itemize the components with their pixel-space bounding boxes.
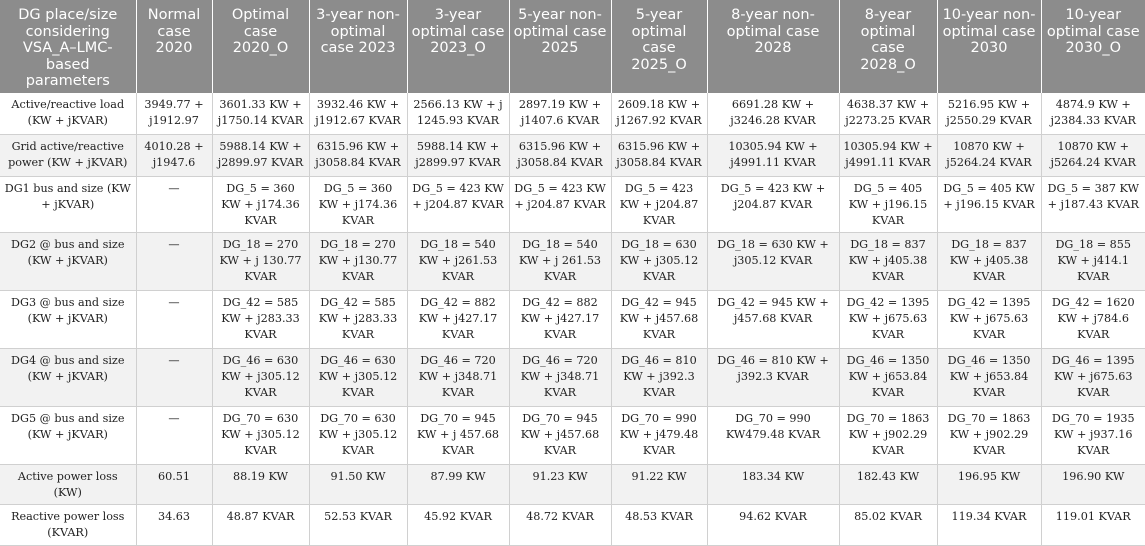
table-cell: DG_70 = 1863 KW + j902.29 KVAR bbox=[937, 407, 1041, 465]
table-cell: 85.02 KVAR bbox=[839, 505, 937, 546]
table-cell: DG_46 = 1395 KW + j675.63 KVAR bbox=[1041, 349, 1145, 407]
row-label: DG2 @ bus and size (KW + jKVAR) bbox=[0, 233, 136, 291]
table-row bbox=[0, 407, 1145, 465]
table-row bbox=[0, 291, 1145, 349]
table-row bbox=[0, 505, 1145, 546]
table-cell: 6315.96 KW + j3058.84 KVAR bbox=[509, 135, 611, 177]
header-cell: 8-year optimal case 2028_O bbox=[839, 0, 937, 93]
table-cell: 6315.96 KW + j3058.84 KVAR bbox=[611, 135, 707, 177]
table-cell: DG_42 = 1395 KW + j675.63 KVAR bbox=[839, 291, 937, 349]
header-cell: 8-year non-optimal case 2028 bbox=[707, 0, 839, 93]
header-row bbox=[0, 0, 1145, 93]
table-cell: 2609.18 KW + j1267.92 KVAR bbox=[611, 93, 707, 135]
table-cell: DG_18 = 855 KW + j414.1 KVAR bbox=[1041, 233, 1145, 291]
table-cell: 4874.9 KW + j2384.33 KVAR bbox=[1041, 93, 1145, 135]
table-cell: DG_5 = 423 KW + j204.87 KVAR bbox=[407, 177, 509, 233]
table-cell: DG_18 = 270 KW + j 130.77 KVAR bbox=[212, 233, 309, 291]
table-cell: DG_5 = 405 KW + j196.15 KVAR bbox=[937, 177, 1041, 233]
table-cell: 183.34 KW bbox=[707, 465, 839, 505]
table-cell: 91.22 KW bbox=[611, 465, 707, 505]
header-cell: 3-year optimal case 2023_O bbox=[407, 0, 509, 93]
table-cell: 119.34 KVAR bbox=[937, 505, 1041, 546]
row-label: Reactive power loss (KVAR) bbox=[0, 505, 136, 546]
table-cell: 3932.46 KW + j1912.67 KVAR bbox=[309, 93, 407, 135]
table-cell: DG_18 = 540 KW + j 261.53 KVAR bbox=[509, 233, 611, 291]
table-cell: DG_70 = 630 KW + j305.12 KVAR bbox=[309, 407, 407, 465]
table-cell: 10305.94 KW + j4991.11 KVAR bbox=[839, 135, 937, 177]
table-cell: DG_46 = 720 KW + j348.71 KVAR bbox=[407, 349, 509, 407]
table-cell: 48.87 KVAR bbox=[212, 505, 309, 546]
table-cell: 3949.77 + j1912.97 bbox=[136, 93, 212, 135]
table-cell: DG_46 = 630 KW + j305.12 KVAR bbox=[309, 349, 407, 407]
header-cell: 3-year non-optimal case 2023 bbox=[309, 0, 407, 93]
row-label: DG3 @ bus and size (KW + jKVAR) bbox=[0, 291, 136, 349]
table-cell: 2897.19 KW + j1407.6 KVAR bbox=[509, 93, 611, 135]
table-cell: DG_42 = 882 KW + j427.17 KVAR bbox=[407, 291, 509, 349]
header-cell: Optimal case 2020_O bbox=[212, 0, 309, 93]
table-cell: — bbox=[136, 291, 212, 349]
table-cell: DG_18 = 270 KW + j130.77 KVAR bbox=[309, 233, 407, 291]
table-cell: 196.95 KW bbox=[937, 465, 1041, 505]
table-cell: DG_46 = 810 KW + j392.3 KVAR bbox=[707, 349, 839, 407]
table-cell: 5988.14 KW + j2899.97 KVAR bbox=[212, 135, 309, 177]
table-cell: DG_46 = 810 KW + j392.3 KVAR bbox=[611, 349, 707, 407]
row-label: DG1 bus and size (KW + jKVAR) bbox=[0, 177, 136, 233]
table-row bbox=[0, 233, 1145, 291]
table-cell: 91.23 KW bbox=[509, 465, 611, 505]
table-cell: 10305.94 KW + j4991.11 KVAR bbox=[707, 135, 839, 177]
row-label: Active/reactive load (KW + jKVAR) bbox=[0, 93, 136, 135]
table-cell: 48.72 KVAR bbox=[509, 505, 611, 546]
table-cell: DG_5 = 360 KW + j174.36 KVAR bbox=[309, 177, 407, 233]
table-cell: DG_46 = 720 KW + j348.71 KVAR bbox=[509, 349, 611, 407]
table-cell: DG_70 = 945 KW + j 457.68 KVAR bbox=[407, 407, 509, 465]
header-cell: 5-year non-optimal case 2025 bbox=[509, 0, 611, 93]
table-cell: 94.62 KVAR bbox=[707, 505, 839, 546]
table-cell: DG_42 = 945 KW + j457.68 KVAR bbox=[707, 291, 839, 349]
table-cell: 196.90 KW bbox=[1041, 465, 1145, 505]
table-cell: 88.19 KW bbox=[212, 465, 309, 505]
table-cell: DG_42 = 882 KW + j427.17 KVAR bbox=[509, 291, 611, 349]
row-label: Active power loss (KW) bbox=[0, 465, 136, 505]
table-cell: DG_70 = 945 KW + j457.68 KVAR bbox=[509, 407, 611, 465]
row-label: Grid active/reactive power (KW + jKVAR) bbox=[0, 135, 136, 177]
table-cell: 182.43 KW bbox=[839, 465, 937, 505]
table-cell: 60.51 bbox=[136, 465, 212, 505]
table-cell: DG_42 = 585 KW + j283.33 KVAR bbox=[309, 291, 407, 349]
header-cell: 5-year optimal case 2025_O bbox=[611, 0, 707, 93]
table-cell: 2566.13 KW + j 1245.93 KVAR bbox=[407, 93, 509, 135]
table-cell: DG_18 = 837 KW + j405.38 KVAR bbox=[839, 233, 937, 291]
table-cell: DG_5 = 360 KW + j174.36 KVAR bbox=[212, 177, 309, 233]
table-cell: 5988.14 KW + j2899.97 KVAR bbox=[407, 135, 509, 177]
header-cell: DG place/size considering VSA_A–LMC-based parameters bbox=[0, 0, 136, 93]
table-cell: DG_5 = 423 KW + j204.87 KVAR bbox=[611, 177, 707, 233]
row-label: DG5 @ bus and size (KW + jKVAR) bbox=[0, 407, 136, 465]
table-header bbox=[0, 0, 1145, 93]
table-cell: DG_70 = 1935 KW + j937.16 KVAR bbox=[1041, 407, 1145, 465]
table-cell: 87.99 KW bbox=[407, 465, 509, 505]
table-cell: 5216.95 KW + j2550.29 KVAR bbox=[937, 93, 1041, 135]
table-cell: — bbox=[136, 349, 212, 407]
header-cell: Normal case 2020 bbox=[136, 0, 212, 93]
table-row bbox=[0, 135, 1145, 177]
table-row bbox=[0, 349, 1145, 407]
table-cell: 48.53 KVAR bbox=[611, 505, 707, 546]
table-cell: — bbox=[136, 177, 212, 233]
table-cell: DG_70 = 990 KW479.48 KVAR bbox=[707, 407, 839, 465]
table-cell: DG_5 = 423 KW + j204.87 KVAR bbox=[707, 177, 839, 233]
table-cell: DG_5 = 387 KW + j187.43 KVAR bbox=[1041, 177, 1145, 233]
table-cell: DG_70 = 1863 KW + j902.29 KVAR bbox=[839, 407, 937, 465]
table-cell: DG_5 = 423 KW + j204.87 KVAR bbox=[509, 177, 611, 233]
table-cell: 6315.96 KW + j3058.84 KVAR bbox=[309, 135, 407, 177]
row-label: DG4 @ bus and size (KW + jKVAR) bbox=[0, 349, 136, 407]
table-cell: DG_42 = 1395 KW + j675.63 KVAR bbox=[937, 291, 1041, 349]
table-cell: 52.53 KVAR bbox=[309, 505, 407, 546]
table-cell: 45.92 KVAR bbox=[407, 505, 509, 546]
table-cell: 4010.28 + j1947.6 bbox=[136, 135, 212, 177]
table-cell: DG_70 = 630 KW + j305.12 KVAR bbox=[212, 407, 309, 465]
table-row bbox=[0, 465, 1145, 505]
table-row bbox=[0, 93, 1145, 135]
table-cell: — bbox=[136, 233, 212, 291]
table-cell: DG_18 = 837 KW + j405.38 KVAR bbox=[937, 233, 1041, 291]
table-cell: 4638.37 KW + j2273.25 KVAR bbox=[839, 93, 937, 135]
table-cell: DG_42 = 585 KW + j283.33 KVAR bbox=[212, 291, 309, 349]
table-cell: 10870 KW + j5264.24 KVAR bbox=[1041, 135, 1145, 177]
table-cell: DG_18 = 630 KW + j305.12 KVAR bbox=[611, 233, 707, 291]
table-cell: DG_42 = 1620 KW + j784.6 KVAR bbox=[1041, 291, 1145, 349]
table-cell: DG_46 = 1350 KW + j653.84 KVAR bbox=[839, 349, 937, 407]
table-cell: 91.50 KW bbox=[309, 465, 407, 505]
table-cell: DG_46 = 1350 KW + j653.84 KVAR bbox=[937, 349, 1041, 407]
table-cell: DG_18 = 540 KW + j261.53 KVAR bbox=[407, 233, 509, 291]
header-cell: 10-year non-optimal case 2030 bbox=[937, 0, 1041, 93]
table-cell: DG_42 = 945 KW + j457.68 KVAR bbox=[611, 291, 707, 349]
table-cell: 10870 KW + j5264.24 KVAR bbox=[937, 135, 1041, 177]
table-cell: DG_70 = 990 KW + j479.48 KVAR bbox=[611, 407, 707, 465]
table-row bbox=[0, 177, 1145, 233]
table-cell: 6691.28 KW + j3246.28 KVAR bbox=[707, 93, 839, 135]
header-cell: 10-year optimal case 2030_O bbox=[1041, 0, 1145, 93]
table-cell: 3601.33 KW + j1750.14 KVAR bbox=[212, 93, 309, 135]
table-cell: — bbox=[136, 407, 212, 465]
table-cell: DG_5 = 405 KW + j196.15 KVAR bbox=[839, 177, 937, 233]
table-cell: DG_46 = 630 KW + j305.12 KVAR bbox=[212, 349, 309, 407]
table-cell: 34.63 bbox=[136, 505, 212, 546]
table-cell: 119.01 KVAR bbox=[1041, 505, 1145, 546]
table-body bbox=[0, 93, 1145, 546]
table-cell: DG_18 = 630 KW + j305.12 KVAR bbox=[707, 233, 839, 291]
